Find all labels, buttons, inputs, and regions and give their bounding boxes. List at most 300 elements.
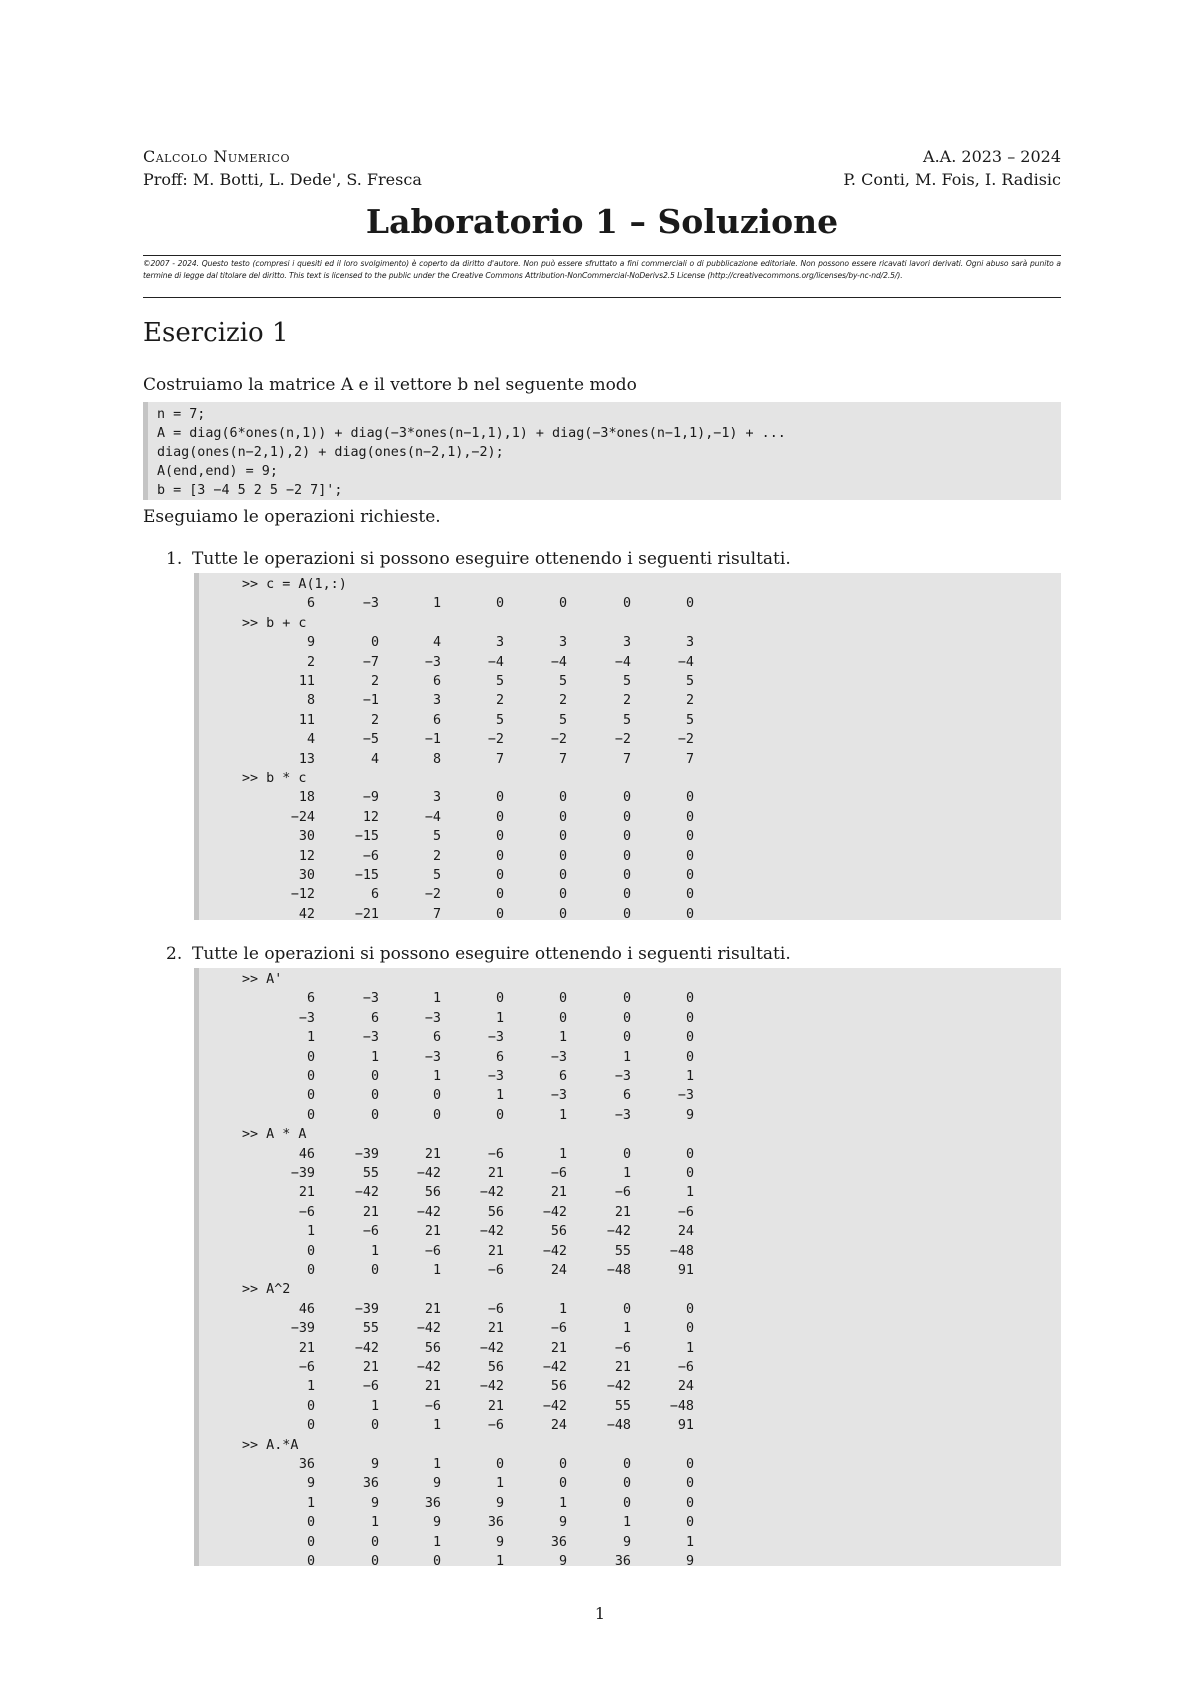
- matrix-cell: −6: [487, 1418, 504, 1434]
- matrix-cell: 1: [495, 1476, 504, 1492]
- matrix-cell: 91: [677, 1418, 694, 1434]
- matrix-cell: 0: [495, 1457, 504, 1472]
- matrix-cell: 0: [622, 991, 631, 1007]
- assistants: P. Conti, M. Fois, I. Radisic: [843, 170, 1061, 189]
- matrix-cell: 0: [495, 809, 504, 825]
- matrix-cell: 9: [622, 1534, 631, 1550]
- output-block-2: [194, 968, 1061, 1569]
- matrix-cell: −42: [416, 1321, 441, 1337]
- matrix-cell: 21: [424, 1146, 441, 1162]
- matrix-row: [199, 1067, 1061, 1086]
- matrix-cell: 0: [495, 1107, 504, 1123]
- matrix-cell: 0: [370, 1107, 379, 1123]
- matrix-cell: 4: [432, 635, 441, 651]
- matrix-cell: 55: [614, 1398, 631, 1414]
- matrix-cell: 3: [432, 790, 441, 806]
- code-line: A(end,end) = 9;: [157, 464, 278, 479]
- matrix-cell: 36: [550, 1534, 567, 1550]
- matrix-cell: 56: [424, 1340, 441, 1356]
- matrix-cell: 21: [298, 1185, 315, 1201]
- matrix-cell: 1: [622, 1515, 631, 1531]
- matrix-cell: 0: [558, 829, 567, 845]
- matrix-cell: 0: [685, 809, 694, 825]
- matrix-cell: 0: [622, 809, 631, 825]
- matrix-row: [199, 1048, 1061, 1067]
- matrix-cell: 12: [298, 848, 315, 864]
- matrix-cell: −3: [550, 1049, 567, 1065]
- matrix-cell: 4: [306, 732, 315, 748]
- matrix-row: [199, 1416, 1061, 1435]
- matrix-cell: 0: [306, 1554, 315, 1569]
- matrix-cell: −42: [416, 1204, 441, 1220]
- matrix-cell: 30: [298, 868, 315, 883]
- matrix-cell: 21: [298, 1340, 315, 1356]
- code-line: A = diag(6*ones(n,1)) + diag(−3*ones(n−1,1),1) + diag(−3*ones(n−1,1),−1) + ...: [157, 426, 786, 441]
- matrix-cell: 91: [677, 1263, 694, 1278]
- matrix-cell: 9: [432, 1476, 441, 1492]
- list-item-1: [166, 549, 791, 569]
- matrix-cell: 2: [495, 693, 504, 709]
- matrix-cell: 9: [432, 1515, 441, 1531]
- matrix-cell: 1: [432, 1457, 441, 1472]
- matrix-cell: 36: [362, 1476, 379, 1492]
- matrix-cell: 0: [495, 829, 504, 845]
- matrix-cell: 1: [432, 991, 441, 1007]
- matrix-cell: −4: [677, 654, 694, 670]
- matrix-cell: −6: [298, 1360, 315, 1375]
- matrix-cell: 11: [298, 712, 315, 728]
- matrix-cell: 2: [306, 654, 315, 670]
- matrix-cell: −2: [487, 732, 504, 748]
- matrix-cell: 0: [558, 848, 567, 864]
- matrix-cell: 0: [685, 790, 694, 806]
- matrix-row: [199, 1455, 1061, 1474]
- matrix-cell: 9: [495, 1495, 504, 1511]
- matrix-cell: 0: [370, 1263, 379, 1278]
- matrix-cell: 0: [370, 1418, 379, 1434]
- matrix-row: [199, 1300, 1061, 1319]
- matrix-cell: 21: [487, 1243, 504, 1259]
- matrix-cell: 0: [622, 596, 631, 612]
- intro-paragraph: [143, 375, 637, 395]
- matrix-cell: −6: [614, 1340, 631, 1356]
- matrix-row: [199, 847, 1061, 866]
- matrix-cell: 5: [432, 868, 441, 883]
- matrix-cell: 4: [370, 751, 379, 767]
- matrix-cell: 7: [495, 751, 504, 767]
- matrix-cell: 0: [622, 887, 631, 903]
- matrix-cell: 0: [495, 790, 504, 806]
- command-line: >> A * A: [242, 1127, 307, 1143]
- matrix-cell: 1: [685, 1340, 694, 1356]
- matrix-cell: 21: [487, 1398, 504, 1414]
- matrix-cell: 1: [622, 1166, 631, 1181]
- matrix-cell: −24: [290, 809, 315, 825]
- matrix-cell: 0: [558, 790, 567, 806]
- matrix-cell: 18: [298, 790, 315, 806]
- matrix-cell: 2: [685, 693, 694, 709]
- matrix-row: [199, 788, 1061, 807]
- matrix-cell: −3: [487, 1030, 504, 1046]
- matrix-row: [199, 750, 1061, 769]
- matrix-row: [199, 1397, 1061, 1416]
- section-heading: Esercizio 1: [143, 318, 289, 348]
- matrix-cell: 5: [685, 674, 694, 689]
- matrix-cell: −3: [550, 1088, 567, 1104]
- matrix-cell: −6: [362, 1379, 379, 1395]
- matrix-cell: 36: [487, 1515, 504, 1531]
- matrix-row: [199, 711, 1061, 730]
- matrix-cell: −3: [298, 1010, 315, 1026]
- matrix-cell: 0: [370, 1088, 379, 1104]
- matrix-cell: −2: [614, 732, 631, 748]
- matrix-cell: 21: [424, 1224, 441, 1240]
- matrix-cell: −3: [362, 1030, 379, 1046]
- matrix-cell: 1: [495, 1010, 504, 1026]
- matrix-cell: −6: [298, 1204, 315, 1220]
- matrix-cell: −12: [290, 887, 315, 903]
- matrix-cell: 21: [424, 1301, 441, 1317]
- matrix-cell: 21: [487, 1166, 504, 1181]
- matrix-cell: 5: [495, 674, 504, 689]
- matrix-cell: 0: [558, 1476, 567, 1492]
- matrix-cell: −42: [542, 1398, 567, 1414]
- matrix-cell: 8: [306, 693, 315, 709]
- matrix-cell: 0: [306, 1243, 315, 1259]
- matrix-cell: 21: [487, 1321, 504, 1337]
- matrix-cell: −42: [479, 1379, 504, 1395]
- matrix-cell: −39: [354, 1146, 379, 1162]
- matrix-row: [199, 1474, 1061, 1493]
- matrix-cell: 0: [558, 1457, 567, 1472]
- matrix-cell: 1: [495, 1088, 504, 1104]
- list-item-2: [166, 944, 791, 964]
- matrix-cell: −6: [487, 1301, 504, 1317]
- matrix-cell: 6: [432, 1030, 441, 1046]
- license-rule-top: [143, 255, 1061, 256]
- matrix-cell: 0: [558, 868, 567, 883]
- matrix-row: [199, 1145, 1061, 1164]
- matrix-cell: 0: [685, 868, 694, 883]
- matrix-cell: −39: [354, 1301, 379, 1317]
- matrix-cell: 24: [550, 1263, 567, 1278]
- matrix-row: [199, 653, 1061, 672]
- matrix-row: [199, 1183, 1061, 1202]
- matrix-cell: −4: [550, 654, 567, 670]
- matrix-cell: −39: [290, 1166, 315, 1181]
- matrix-cell: 56: [550, 1379, 567, 1395]
- matrix-cell: 56: [550, 1224, 567, 1240]
- matrix-cell: 5: [622, 674, 631, 689]
- matrix-cell: 5: [685, 712, 694, 728]
- matrix-cell: 2: [370, 712, 379, 728]
- matrix-cell: −42: [416, 1360, 441, 1375]
- matrix-cell: −6: [550, 1166, 567, 1181]
- matrix-cell: 1: [432, 596, 441, 612]
- matrix-cell: 2: [622, 693, 631, 709]
- matrix-row: [199, 1164, 1061, 1183]
- matrix-cell: 0: [622, 1146, 631, 1162]
- matrix-cell: −1: [424, 732, 441, 748]
- matrix-row: [199, 1009, 1061, 1028]
- matrix-cell: 1: [558, 1301, 567, 1317]
- matrix-cell: −42: [479, 1185, 504, 1201]
- command-line: >> A.*A: [242, 1437, 299, 1453]
- matrix-cell: −4: [424, 809, 441, 825]
- command-line: >> b * c: [242, 771, 307, 786]
- matrix-cell: −3: [487, 1069, 504, 1084]
- matrix-row: [199, 633, 1061, 652]
- matrix-cell: 36: [424, 1495, 441, 1511]
- intro-text: Costruiamo la matrice A e il vettore b nel seguente modo: [143, 375, 637, 395]
- list-item-text: Tutte le operazioni si possono eseguire ottenendo i seguenti risultati.: [192, 944, 791, 964]
- matrix-cell: 8: [432, 751, 441, 767]
- matrix-cell: 55: [362, 1321, 379, 1337]
- matrix-cell: 6: [370, 1010, 379, 1026]
- matrix-cell: 0: [558, 906, 567, 922]
- matrix-cell: −42: [606, 1224, 631, 1240]
- matrix-cell: 3: [685, 635, 694, 651]
- course-name: Calcolo Numerico: [143, 147, 290, 166]
- matrix-cell: 7: [432, 906, 441, 922]
- matrix-row: [199, 1494, 1061, 1513]
- matrix-cell: −3: [424, 654, 441, 670]
- matrix-cell: −39: [290, 1321, 315, 1337]
- matrix-row: [199, 866, 1061, 885]
- matrix-cell: 0: [685, 1301, 694, 1317]
- matrix-cell: 1: [370, 1515, 379, 1531]
- matrix-cell: −3: [362, 596, 379, 612]
- matrix-cell: 0: [685, 1030, 694, 1046]
- matrix-cell: 3: [495, 635, 504, 651]
- matrix-cell: 0: [370, 1069, 379, 1084]
- matrix-cell: −3: [614, 1069, 631, 1084]
- matrix-cell: −5: [362, 732, 379, 748]
- matrix-cell: 5: [495, 712, 504, 728]
- matrix-cell: −6: [362, 1224, 379, 1240]
- matrix-cell: 36: [298, 1457, 315, 1472]
- matrix-cell: 0: [622, 1030, 631, 1046]
- matrix-cell: 0: [622, 1010, 631, 1026]
- matrix-cell: 6: [370, 887, 379, 903]
- matrix-row: [199, 1203, 1061, 1222]
- command-line: >> A': [242, 972, 283, 987]
- matrix-cell: −4: [614, 654, 631, 670]
- matrix-cell: 12: [362, 809, 379, 825]
- code-line: n = 7;: [157, 407, 206, 422]
- matrix-cell: 1: [558, 1495, 567, 1511]
- matrix-cell: −3: [424, 1010, 441, 1026]
- matrix-cell: −42: [479, 1340, 504, 1356]
- matrix-cell: 0: [685, 887, 694, 903]
- matrix-cell: 9: [306, 1476, 315, 1492]
- matrix-cell: 36: [614, 1554, 631, 1569]
- matrix-cell: −2: [424, 887, 441, 903]
- license-rule-bottom: [143, 297, 1061, 298]
- list-item-text: Tutte le operazioni si possono eseguire ottenendo i seguenti risultati.: [192, 549, 791, 569]
- matrix-cell: −6: [614, 1185, 631, 1201]
- matrix-cell: 6: [558, 1069, 567, 1084]
- matrix-cell: 21: [614, 1204, 631, 1220]
- matrix-cell: 21: [362, 1204, 379, 1220]
- matrix-cell: 0: [685, 829, 694, 845]
- matrix-cell: −42: [542, 1204, 567, 1220]
- matrix-cell: −6: [362, 848, 379, 864]
- matrix-cell: 56: [487, 1204, 504, 1220]
- matrix-cell: 9: [370, 1457, 379, 1472]
- matrix-cell: −1: [362, 693, 379, 709]
- matrix-cell: 56: [424, 1185, 441, 1201]
- matrix-row: [199, 1242, 1061, 1261]
- matrix-cell: −9: [362, 790, 379, 806]
- matrix-cell: 0: [558, 887, 567, 903]
- matrix-cell: 30: [298, 829, 315, 845]
- matrix-cell: 0: [685, 848, 694, 864]
- matrix-cell: −15: [354, 829, 379, 845]
- matrix-cell: 6: [306, 991, 315, 1007]
- matrix-row: [199, 827, 1061, 846]
- matrix-row: [199, 691, 1061, 710]
- matrix-cell: 1: [685, 1069, 694, 1084]
- matrix-cell: 0: [306, 1088, 315, 1104]
- matrix-row: [199, 1222, 1061, 1241]
- matrix-cell: 0: [685, 1515, 694, 1531]
- matrix-cell: 6: [432, 674, 441, 689]
- matrix-cell: −7: [362, 654, 379, 670]
- matrix-cell: 0: [495, 991, 504, 1007]
- matrix-cell: 42: [298, 906, 315, 922]
- matrix-row: [199, 1319, 1061, 1338]
- matrix-cell: −6: [677, 1360, 694, 1375]
- matrix-cell: −42: [354, 1340, 379, 1356]
- matrix-row: [199, 1533, 1061, 1552]
- matrix-cell: −3: [677, 1088, 694, 1104]
- matrix-cell: 1: [432, 1069, 441, 1084]
- matrix-cell: 5: [558, 674, 567, 689]
- matrix-cell: 9: [370, 1495, 379, 1511]
- matrix-cell: 7: [685, 751, 694, 767]
- command-line: >> b + c: [242, 615, 307, 631]
- matrix-cell: 0: [685, 1476, 694, 1492]
- matrix-cell: 0: [306, 1069, 315, 1084]
- matrix-cell: 0: [306, 1263, 315, 1278]
- matrix-cell: 2: [370, 674, 379, 689]
- code-line: diag(ones(n−2,1),2) + diag(ones(n−2,1),−2);: [157, 445, 504, 460]
- matrix-cell: 13: [298, 751, 315, 767]
- matrix-row: [199, 989, 1061, 1008]
- matrix-row: [199, 672, 1061, 691]
- matrix-cell: 0: [558, 596, 567, 612]
- matrix-cell: −6: [424, 1398, 441, 1414]
- matrix-cell: 56: [487, 1360, 504, 1375]
- matrix-cell: 0: [685, 991, 694, 1007]
- matrix-row: [199, 1106, 1061, 1125]
- matrix-cell: 0: [495, 868, 504, 883]
- matrix-cell: 5: [622, 712, 631, 728]
- matrix-cell: 21: [550, 1340, 567, 1356]
- matrix-row: [199, 1513, 1061, 1532]
- matrix-row: [199, 730, 1061, 749]
- matrix-cell: 0: [558, 991, 567, 1007]
- matrix-cell: 1: [370, 1398, 379, 1414]
- matrix-cell: 9: [495, 1534, 504, 1550]
- matrix-cell: 1: [306, 1224, 315, 1240]
- page-title: Laboratorio 1 – Soluzione: [365, 202, 839, 241]
- matrix-cell: 1: [685, 1185, 694, 1201]
- matrix-cell: −42: [606, 1379, 631, 1395]
- matrix-cell: 6: [622, 1088, 631, 1104]
- matrix-row: [199, 885, 1061, 904]
- matrix-cell: 1: [432, 1534, 441, 1550]
- matrix-cell: 0: [622, 868, 631, 883]
- matrix-cell: 1: [432, 1263, 441, 1278]
- matrix-cell: 0: [622, 1495, 631, 1511]
- matrix-cell: 0: [432, 1107, 441, 1123]
- matrix-row: [199, 1358, 1061, 1377]
- matrix-cell: 0: [306, 1515, 315, 1531]
- matrix-cell: 0: [306, 1534, 315, 1550]
- matrix-cell: 55: [362, 1166, 379, 1181]
- page-number: 1: [594, 1604, 606, 1623]
- matrix-cell: 46: [298, 1146, 315, 1162]
- matrix-cell: −21: [354, 906, 379, 922]
- matrix-row: [199, 1261, 1061, 1280]
- matrix-cell: 0: [685, 1049, 694, 1065]
- matrix-cell: 9: [306, 635, 315, 651]
- matrix-cell: 6: [432, 712, 441, 728]
- matrix-cell: 1: [306, 1379, 315, 1395]
- matrix-cell: 0: [370, 635, 379, 651]
- command-line: >> c = A(1,:): [242, 577, 347, 592]
- matrix-cell: 1: [558, 1030, 567, 1046]
- matrix-cell: 1: [370, 1243, 379, 1259]
- matrix-cell: −4: [487, 654, 504, 670]
- matrix-cell: 0: [306, 1418, 315, 1434]
- matrix-cell: 0: [685, 1321, 694, 1337]
- matrix-cell: 0: [622, 790, 631, 806]
- matrix-cell: 46: [298, 1301, 315, 1317]
- matrix-row: [199, 1552, 1061, 1571]
- matrix-cell: −6: [677, 1204, 694, 1220]
- matrix-cell: 9: [558, 1554, 567, 1569]
- matrix-cell: 1: [370, 1049, 379, 1065]
- matrix-cell: 0: [685, 1166, 694, 1181]
- matrix-cell: −3: [362, 991, 379, 1007]
- matrix-cell: 7: [558, 751, 567, 767]
- after-code-paragraph: Eseguiamo le operazioni richieste.: [143, 507, 441, 527]
- matrix-cell: −48: [606, 1263, 631, 1278]
- matrix-cell: 0: [622, 829, 631, 845]
- matrix-cell: 21: [550, 1185, 567, 1201]
- academic-year: A.A. 2023 – 2024: [923, 147, 1061, 166]
- matrix-cell: −6: [487, 1146, 504, 1162]
- matrix-row: [199, 1086, 1061, 1105]
- matrix-cell: 6: [306, 596, 315, 612]
- matrix-cell: 0: [495, 848, 504, 864]
- matrix-cell: −15: [354, 868, 379, 883]
- matrix-cell: 1: [495, 1554, 504, 1569]
- matrix-cell: 5: [558, 712, 567, 728]
- matrix-cell: 1: [558, 1107, 567, 1123]
- matrix-cell: 0: [432, 1088, 441, 1104]
- matrix-cell: 0: [685, 906, 694, 922]
- matrix-cell: 0: [685, 1495, 694, 1511]
- matrix-cell: 24: [677, 1379, 694, 1395]
- matrix-cell: 1: [558, 1146, 567, 1162]
- professors: Proff: M. Botti, L. Dede', S. Fresca: [143, 170, 422, 189]
- matrix-cell: −42: [416, 1166, 441, 1181]
- matrix-cell: 1: [306, 1030, 315, 1046]
